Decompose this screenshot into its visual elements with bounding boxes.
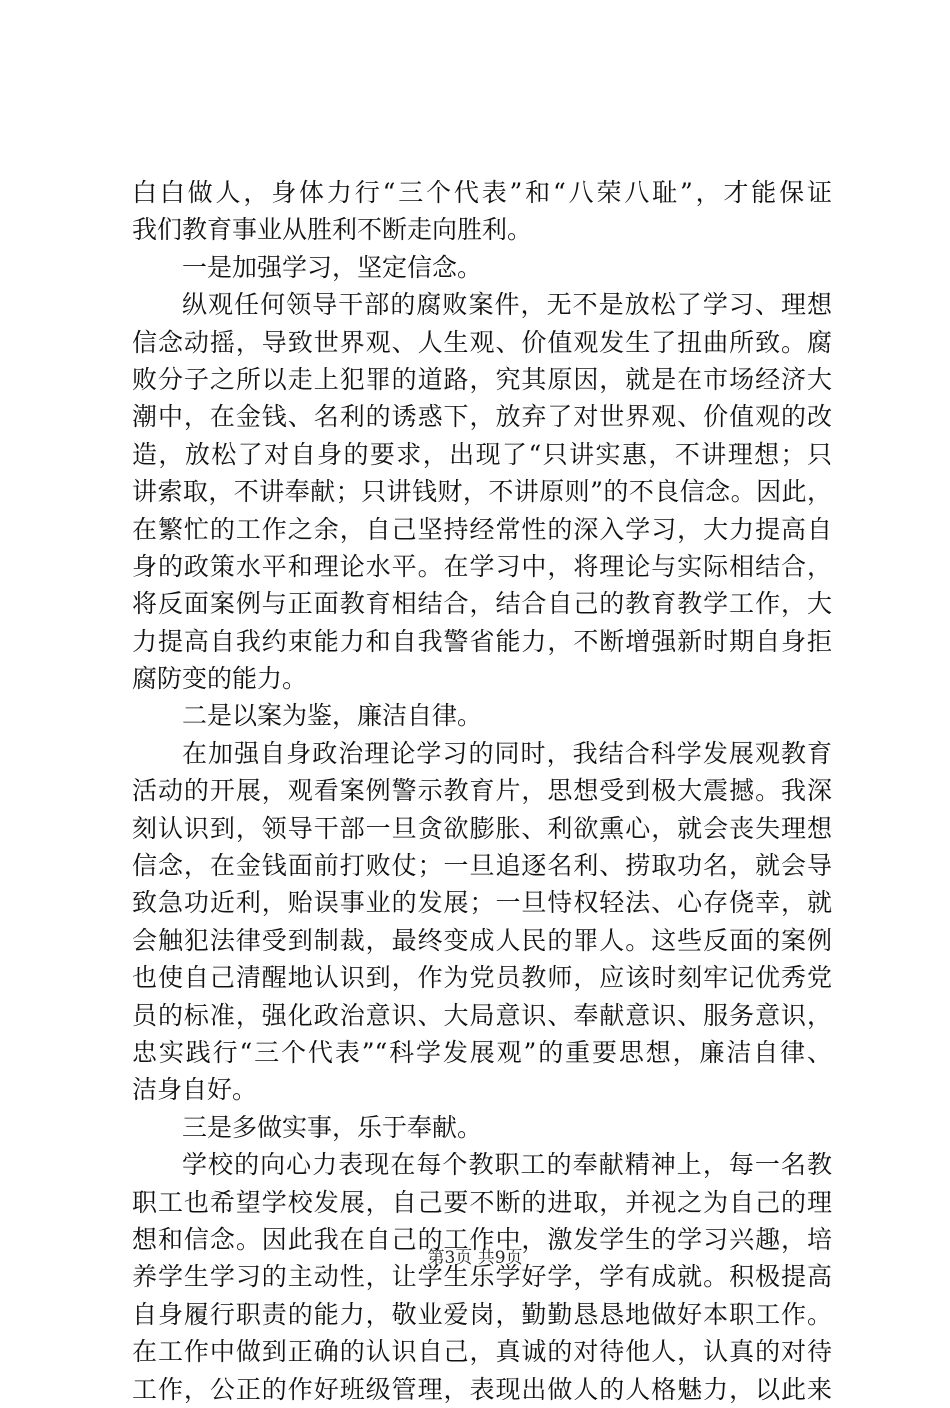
text-line: 洁身自好。 [132, 1075, 258, 1105]
text-line: 自身履行职责的能力，敬业爱岗，勤勤恳恳地做好本职工作。 [132, 1299, 832, 1329]
text-line: 身的政策水平和理论水平。在学习中，将理论与实际相结合， [132, 551, 832, 581]
text-line: 潮中，在金钱、名利的诱惑下，放弃了对世界观、价值观的改 [132, 402, 832, 432]
text-line: 败分子之所以走上犯罪的道路，究其原因，就是在市场经济大 [132, 364, 832, 394]
text-line: 腐防变的能力。 [132, 664, 308, 694]
text-line: 养学生学习的主动性，让学生乐学好学，学有成就。积极提高 [132, 1262, 832, 1292]
text-line: 力提高自我约束能力和自我警省能力，不断增强新时期自身拒 [132, 626, 832, 656]
text-line: 三是多做实事，乐于奉献。 [182, 1112, 483, 1142]
text-line: 员的标准，强化政治意识、大局意识、奉献意识、服务意识， [132, 1000, 832, 1030]
text-line: 学校的向心力表现在每个教职工的奉献精神上，每一名教 [182, 1150, 832, 1180]
text-line: 讲索取，不讲奉献；只讲钱财，不讲原则”的不良信念。因此， [132, 477, 832, 507]
text-line: 我们教育事业从胜利不断走向胜利。 [132, 215, 533, 245]
text-line: 也使自己清醒地认识到，作为党员教师，应该时刻牢记优秀党 [132, 963, 832, 993]
text-line: 工作，公正的作好班级管理，表现出做人的人格魅力，以此来 [132, 1374, 832, 1404]
text-line: 一是加强学习，坚定信念。 [182, 252, 483, 282]
text-line: 将反面案例与正面教育相结合，结合自己的教育教学工作，大 [132, 589, 832, 619]
text-line: 信念，在金钱面前打败仗；一旦追逐名利、捞取功名，就会导 [132, 851, 832, 881]
text-line: 致急功近利，贻误事业的发展；一旦恃权轻法、心存侥幸，就 [132, 888, 832, 918]
text-line: 纵观任何领导干部的腐败案件，无不是放松了学习、理想 [182, 290, 832, 320]
text-line: 在工作中做到正确的认识自己，真诚的对待他人，认真的对待 [132, 1337, 832, 1367]
text-line: 信念动摇，导致世界观、人生观、价值观发生了扭曲所致。腐 [132, 327, 832, 357]
text-line: 想和信念。因此我在自己的工作中，激发学生的学习兴趣，培 [132, 1224, 832, 1254]
text-line: 活动的开展，观看案例警示教育片，思想受到极大震撼。我深 [132, 776, 832, 806]
text-line: 在繁忙的工作之余，自己坚持经常性的深入学习，大力提高自 [132, 514, 832, 544]
text-line: 二是以案为鉴，廉洁自律。 [182, 701, 483, 731]
text-line: 造，放松了对自身的要求，出现了“只讲实惠，不讲理想；只 [132, 439, 832, 469]
text-line: 忠实践行“三个代表”“科学发展观”的重要思想，廉洁自律、 [132, 1037, 832, 1067]
text-line: 白白做人，身体力行“三个代表”和“八荣八耻”，才能保证 [132, 178, 832, 207]
text-line: 职工也希望学校发展，自己要不断的进取，并视之为自己的理 [132, 1187, 832, 1217]
text-line: 在加强自身政治理论学习的同时，我结合科学发展观教育 [182, 738, 832, 768]
document-body [132, 174, 832, 1408]
text-line: 会触犯法律受到制裁，最终变成人民的罪人。这些反面的案例 [132, 925, 832, 955]
text-line: 刻认识到，领导干部一旦贪欲膨胀、利欲熏心，就会丧失理想 [132, 813, 832, 843]
page-footer: 第3页 共9页 [427, 1248, 523, 1268]
